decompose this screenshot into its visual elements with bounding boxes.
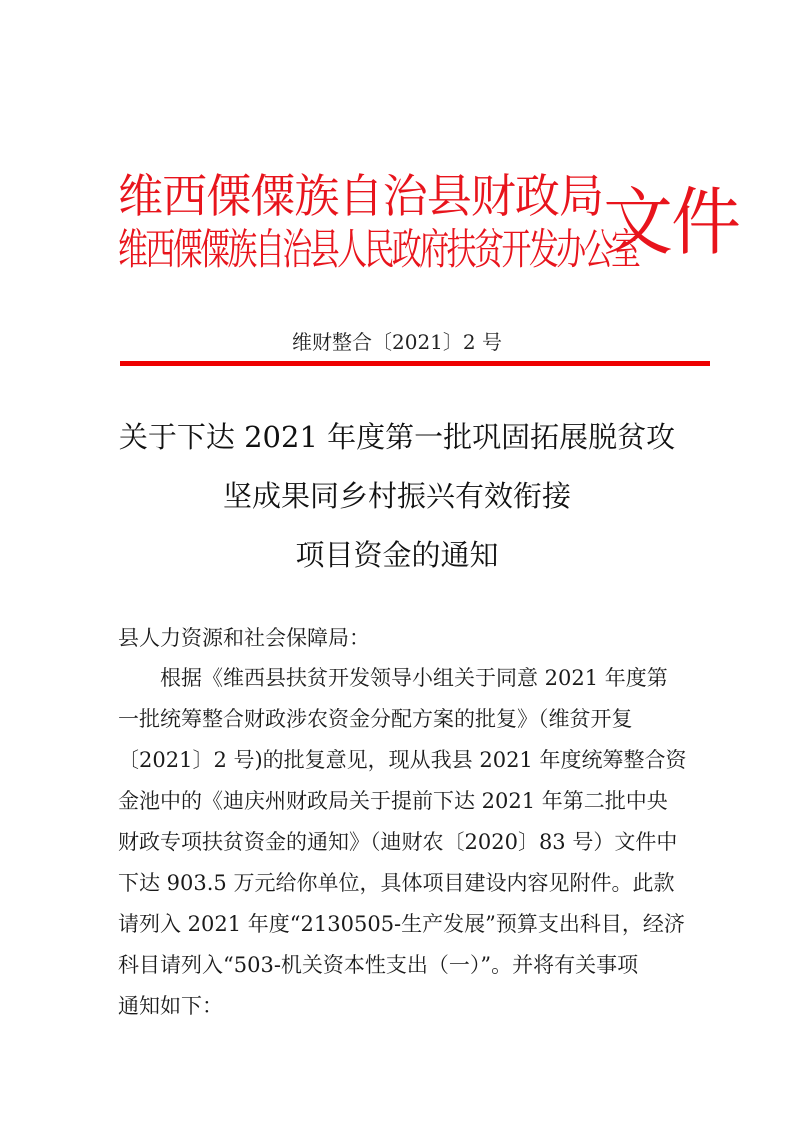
document-body (118, 618, 687, 1027)
document-number-text: 维财整合〔2021〕2 号 (292, 330, 502, 354)
red-divider-line (120, 361, 710, 366)
paragraph-line: 财政专项扶贫资金的通知》（迪财农〔2020〕83 号）文件中 (118, 830, 678, 854)
title-line-1: 关于下达 2021 年度第一批巩固拓展脱贫攻 (118, 420, 676, 454)
paragraph-line: 通知如下： (118, 994, 223, 1018)
salutation: 县人力资源和社会保障局： (118, 626, 370, 650)
issuer-poverty-alleviation-office: 维西傈僳族自治县人民政府扶贫开发办公室 (118, 226, 639, 275)
paragraph-line: 下达 903.5 万元给你单位，具体项目建设内容见附件。此款 (118, 871, 675, 895)
document-number (0, 328, 794, 356)
paragraph-line: 根据《维西县扶贫开发领导小组关于同意 2021 年度第 (160, 666, 668, 690)
issuer-finance-bureau: 维西傈僳族自治县财政局 (118, 169, 604, 223)
paragraph-line: 一批统筹整合财政涉农资金分配方案的批复》（维贫开复 (118, 707, 633, 731)
paragraph-line: 金池中的《迪庆州财政局关于提前下达 2021 年第二批中央 (118, 789, 668, 813)
paragraph-line: 科目请列入“503-机关资本性支出（一）”。并将有关事项 (118, 953, 639, 977)
document-label: 文件 (603, 179, 739, 266)
body-paragraph (118, 658, 687, 1027)
document-header (118, 168, 739, 288)
title-line-2: 坚成果同乡村振兴有效衔接 (222, 479, 571, 513)
paragraph-line: 请列入 2021 年度“2130505-生产发展”预算支出科目，经济 (118, 912, 685, 936)
paragraph-line: 〔2021〕2 号)的批复意见，现从我县 2021 年度统筹整合资 (118, 748, 687, 772)
title-line-3: 项目资金的通知 (295, 538, 499, 572)
document-title (0, 416, 794, 593)
